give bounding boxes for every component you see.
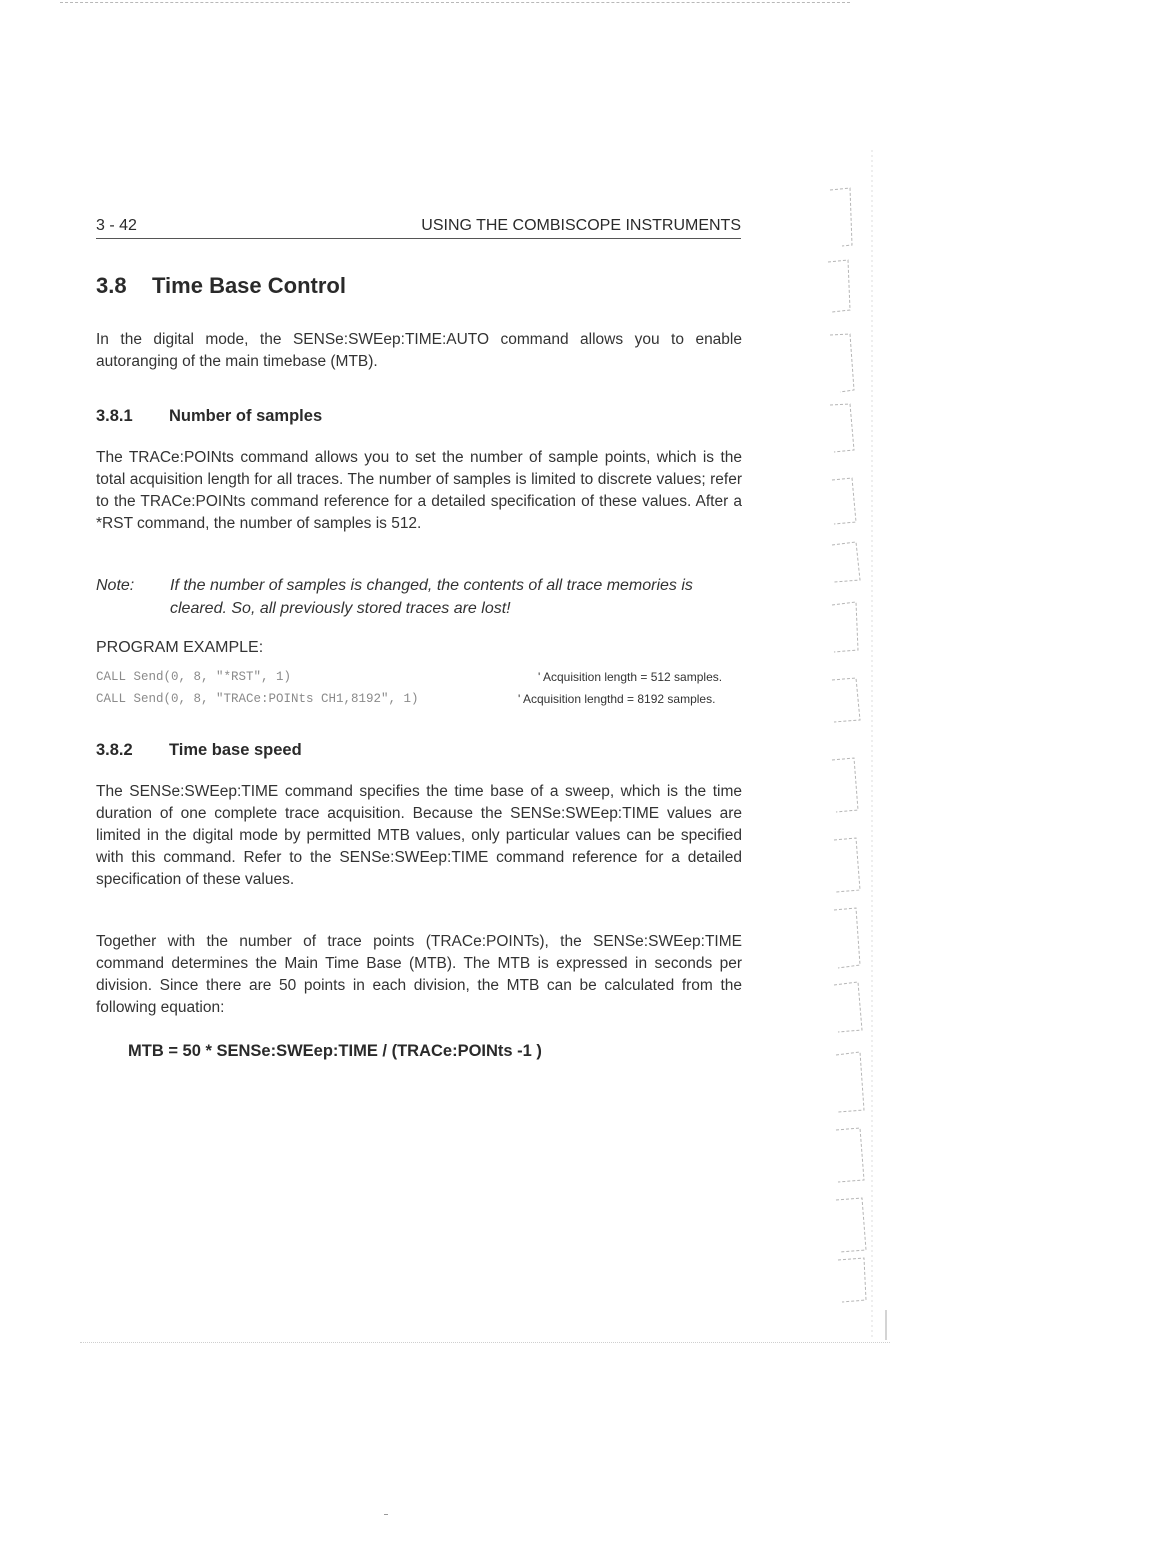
running-title: USING THE COMBISCOPE INSTRUMENTS <box>421 217 741 234</box>
speed-paragraph-1: The SENSe:SWEep:TIME command specifies the time base of a sweep, which is the time duration of one complete trace acquisition. Because the SENSe:SWEep:TIME values are limited in the digital mode by permitted MTB values, only particular values can be specified with this command. Refer to the SENSe:SWEep:TIME command reference for a detailed specification of these values. <box>96 783 742 888</box>
page-header <box>96 216 741 239</box>
margin-tab-marks <box>820 150 900 1340</box>
section-intro: In the digital mode, the SENSe:SWEep:TIME:AUTO command allows you to enable autoranging of the main timebase (MTB). <box>96 331 742 370</box>
subsection-heading-samples <box>96 405 322 427</box>
section-number: 3.8 <box>96 273 127 298</box>
page-number: 3 - 42 <box>96 217 137 234</box>
program-example-label: PROGRAM EXAMPLE: <box>96 639 264 656</box>
section-heading <box>96 272 346 300</box>
scan-bottom-edge <box>80 1342 890 1343</box>
subsection-number: 3.8.1 <box>96 407 133 425</box>
mtb-equation: MTB = 50 * SENSe:SWEep:TIME / (TRACe:POINts -1 ) <box>128 1042 542 1060</box>
note-label: Note: <box>96 577 135 594</box>
section-title: Time Base Control <box>152 273 346 298</box>
code-line <box>96 689 744 709</box>
scan-top-edge <box>60 2 850 3</box>
code-line <box>96 667 744 687</box>
scan-mark <box>384 1514 388 1515</box>
subsection-number: 3.8.2 <box>96 741 133 759</box>
note-text: If the number of samples is changed, the contents of all trace memories is cleared. So, all previously stored traces are lost! <box>170 577 693 617</box>
speed-paragraph-2: Together with the number of trace points (TRACe:POINTs), the SENSe:SWEep:TIME command determines the Main Time Base (MTB). The MTB is expressed in seconds per division. Since there are 50 points in each division, the MTB can be calculated from the following equation: <box>96 933 742 1016</box>
code-comment: ' Acquisition length = 512 samples. <box>538 670 723 684</box>
subsection-title: Number of samples <box>169 407 323 425</box>
samples-paragraph: The TRACe:POINts command allows you to set the number of sample points, which is the total acquisition length for all traces. The number of samples is limited to discrete values; refer to the TRACe:POINts command reference for a detailed specification of these values. After a *RST command, the number of samples is 512. <box>96 449 742 532</box>
code-statement: CALL Send(0, 8, "*RST", 1) <box>96 670 292 684</box>
subsection-title: Time base speed <box>169 741 302 759</box>
code-statement: CALL Send(0, 8, "TRACe:POINts CH1,8192", 1) <box>96 692 419 706</box>
subsection-heading-speed <box>96 739 302 761</box>
code-comment: ' Acquisition lengthd = 8192 samples. <box>518 692 716 706</box>
